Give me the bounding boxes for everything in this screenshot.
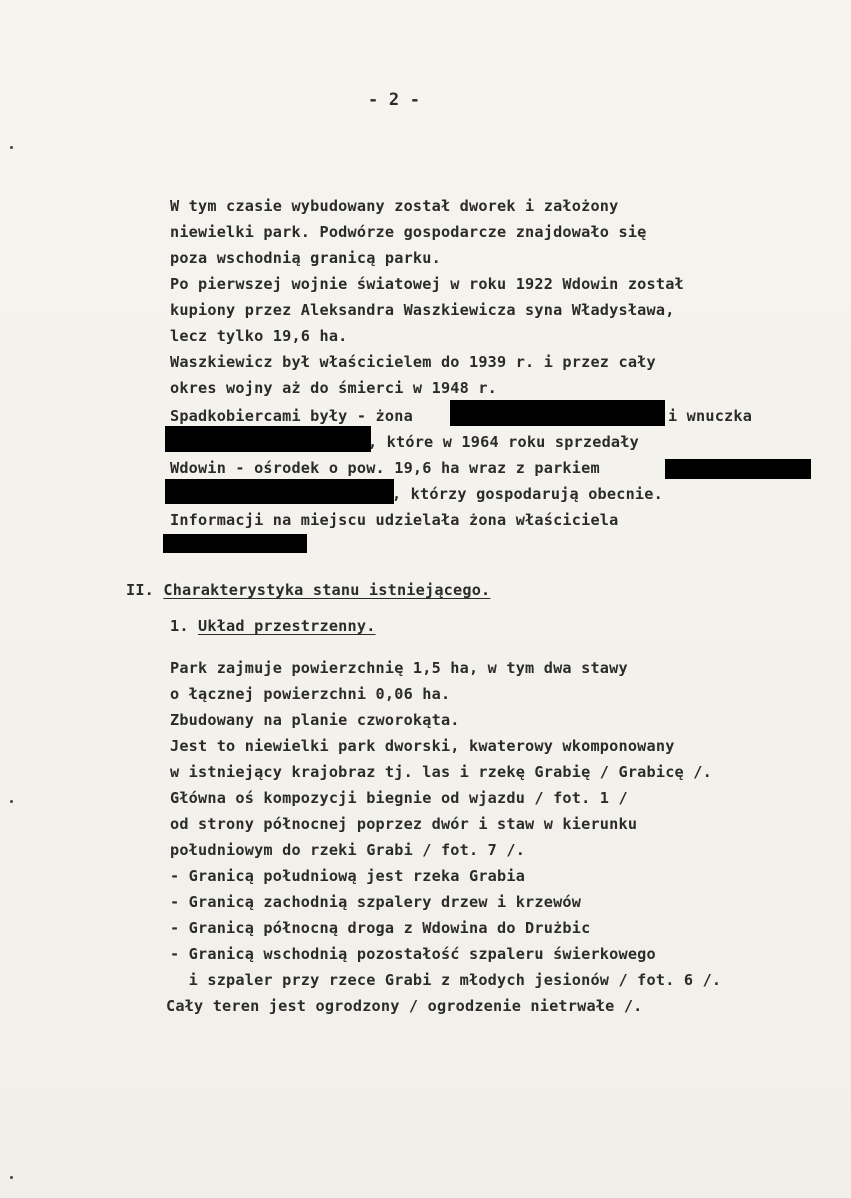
text-line: Główna oś kompozycji biegnie od wjazdu / fot. 1 /	[170, 789, 628, 807]
section-heading-title: Charakterystyka stanu istniejącego.	[163, 581, 491, 599]
text-line: Zbudowany na planie czworokąta.	[170, 711, 460, 729]
text-line: niewielki park. Podwórze gospodarcze znajdowało się	[170, 223, 647, 241]
text-line: kupiony przez Aleksandra Waszkiewicza syna Władysława,	[170, 301, 675, 319]
text-line: - Granicą zachodnią szpalery drzew i krzewów	[170, 893, 582, 911]
text-line: Park zajmuje powierzchnię 1,5 ha, w tym dwa stawy	[170, 659, 628, 677]
redaction-box	[450, 400, 665, 426]
text-line: Po pierwszej wojnie światowej w roku 1922 Wdowin został	[170, 275, 684, 293]
section-heading-number: II.	[126, 581, 155, 599]
text-line: Jest to niewielki park dworski, kwaterowy wkomponowany	[170, 737, 675, 755]
scan-speck	[10, 800, 13, 803]
subsection-number: 1.	[170, 617, 189, 635]
text-line: - Granicą północną droga z Wdowina do Drużbic	[170, 919, 591, 937]
text-line: Wdowin - ośrodek o pow. 19,6 ha wraz z parkiem	[170, 459, 600, 477]
text-line: - Granicą południową jest rzeka Grabia	[170, 867, 526, 885]
text-line: - Granicą wschodnią pozostałość szpaleru świerkowego	[170, 945, 656, 963]
text-line: Informacji na miejscu udzielała żona właściciela	[170, 511, 619, 529]
text-line: Waszkiewicz był właścicielem do 1939 r. i przez cały	[170, 353, 656, 371]
text-line: poza wschodnią granicą parku.	[170, 249, 441, 267]
scan-speck	[10, 1176, 13, 1179]
text-line: o łącznej powierzchni 0,06 ha.	[170, 685, 451, 703]
section-heading	[126, 580, 490, 600]
redaction-box	[165, 426, 371, 452]
text-line: od strony północnej poprzez dwór i staw w kierunku	[170, 815, 638, 833]
text-line: W tym czasie wybudowany został dworek i założony	[170, 197, 619, 215]
redaction-box	[163, 534, 307, 553]
text-line: lecz tylko 19,6 ha.	[170, 327, 348, 345]
scan-speck	[10, 146, 13, 149]
text-line: w istniejący krajobraz tj. las i rzekę Grabię / Grabicę /.	[170, 763, 712, 781]
text-line: południowym do rzeki Grabi / fot. 7 /.	[170, 841, 526, 859]
subsection-title: Układ przestrzenny.	[198, 617, 376, 635]
page-number: - 2 -	[368, 90, 421, 110]
text-line: Cały teren jest ogrodzony / ogrodzenie nietrwałe /.	[166, 997, 643, 1015]
redaction-box	[165, 479, 394, 504]
text-line: i wnuczka	[668, 407, 753, 425]
text-line: , którzy gospodarują obecnie.	[392, 485, 663, 503]
text-line: okres wojny aż do śmierci w 1948 r.	[170, 379, 498, 397]
text-line: , które w 1964 roku sprzedały	[368, 433, 639, 451]
redaction-box	[665, 459, 811, 479]
text-line: Spadkobiercami były - żona	[170, 407, 413, 425]
text-line: i szpaler przy rzece Grabi z młodych jesionów / fot. 6 /.	[170, 971, 722, 989]
subsection-heading	[170, 616, 376, 636]
